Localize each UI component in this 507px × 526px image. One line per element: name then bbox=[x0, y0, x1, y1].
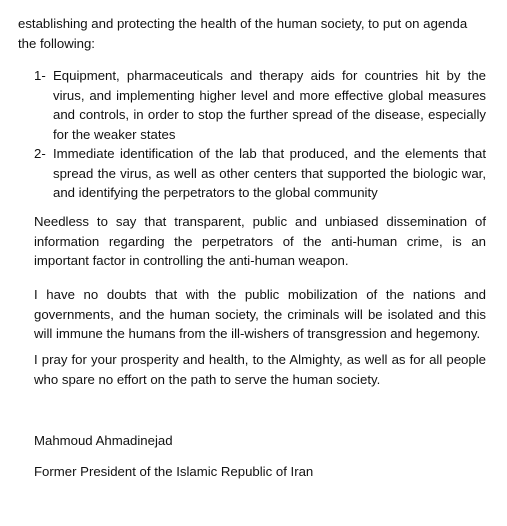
signature-title: Former President of the Islamic Republic of Iran bbox=[34, 464, 314, 479]
body-paragraph: I have no doubts that with the public mobilization of the nations and governments, and the human society, the criminals will be isolated and this will immune the humans from the ill-wishers of transgression and hegemony. bbox=[34, 287, 486, 341]
numbered-list bbox=[34, 66, 486, 203]
list-item-text: Equipment, pharmaceuticals and therapy aids for countries hit by the virus, and implementing higher level and more effective global measures and controls, in order to stop the further spread of the disease, especially for the weaker states bbox=[53, 68, 486, 142]
signature-name: Mahmoud Ahmadinejad bbox=[34, 433, 173, 448]
list-item-text: Immediate identification of the lab that produced, and the elements that spread the virus, as well as other centers that supported the biologic war, and identifying the perpetrators to the global community bbox=[53, 146, 486, 200]
intro-paragraph: establishing and protecting the health of the human society, to put on agenda the following: bbox=[18, 16, 468, 51]
body-paragraph: Needless to say that transparent, public and unbiased dissemination of information regarding the perpetrators of the anti-human crime, is an important factor in controlling the anti-human weapon. bbox=[34, 214, 486, 268]
body-paragraph: I pray for your prosperity and health, to the Almighty, as well as for all people who spare no effort on the path to serve the human society. bbox=[34, 352, 486, 387]
list-item bbox=[34, 66, 486, 144]
list-item-number: 1- bbox=[34, 68, 46, 83]
list-item-number: 2- bbox=[34, 146, 46, 161]
list-item bbox=[34, 144, 486, 203]
